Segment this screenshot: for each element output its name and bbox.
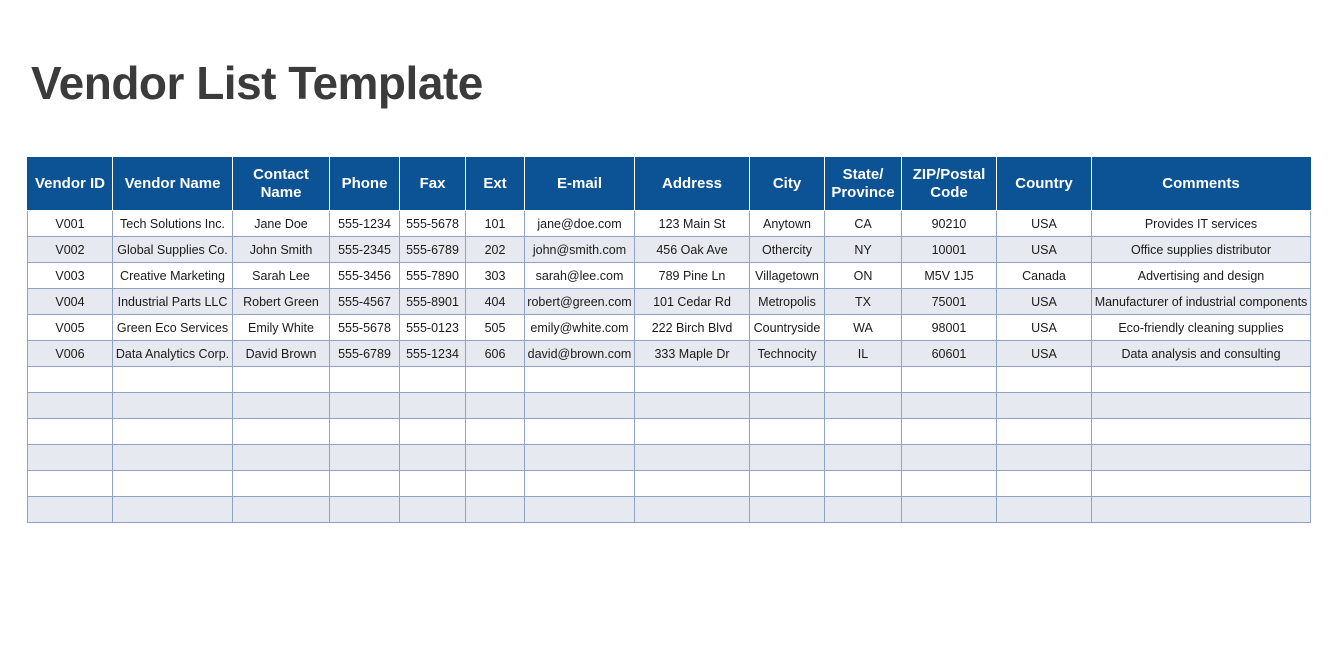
- cell-comments[interactable]: Eco-friendly cleaning supplies: [1092, 315, 1311, 341]
- cell-comments[interactable]: [1092, 393, 1311, 419]
- cell-zip-postal-code[interactable]: 60601: [902, 341, 997, 367]
- cell-vendor-name[interactable]: [113, 419, 233, 445]
- cell-address[interactable]: [635, 419, 750, 445]
- cell-vendor-id[interactable]: [28, 497, 113, 523]
- cell-vendor-id[interactable]: V005: [28, 315, 113, 341]
- cell-address[interactable]: 222 Birch Blvd: [635, 315, 750, 341]
- cell-email[interactable]: david@brown.com: [525, 341, 635, 367]
- header-country: Country: [997, 158, 1092, 211]
- cell-fax[interactable]: [400, 471, 466, 497]
- table-row: [28, 289, 1311, 315]
- cell-zip-postal-code[interactable]: [902, 445, 997, 471]
- cell-ext[interactable]: [466, 393, 525, 419]
- cell-ext[interactable]: 101: [466, 211, 525, 237]
- cell-country[interactable]: [997, 367, 1092, 393]
- cell-city[interactable]: [750, 497, 825, 523]
- cell-contact-name[interactable]: [233, 393, 330, 419]
- cell-email[interactable]: [525, 367, 635, 393]
- cell-contact-name[interactable]: John Smith: [233, 237, 330, 263]
- cell-fax[interactable]: [400, 419, 466, 445]
- cell-contact-name[interactable]: Emily White: [233, 315, 330, 341]
- cell-city[interactable]: [750, 445, 825, 471]
- cell-contact-name[interactable]: Sarah Lee: [233, 263, 330, 289]
- table-header-row: [28, 158, 1311, 211]
- cell-vendor-name[interactable]: Green Eco Services: [113, 315, 233, 341]
- cell-state-province[interactable]: ON: [825, 263, 902, 289]
- vendor-table: [27, 157, 1311, 523]
- cell-phone[interactable]: [330, 419, 400, 445]
- cell-zip-postal-code[interactable]: [902, 393, 997, 419]
- table-row: [28, 419, 1311, 445]
- cell-ext[interactable]: [466, 367, 525, 393]
- cell-ext[interactable]: 303: [466, 263, 525, 289]
- cell-fax[interactable]: [400, 393, 466, 419]
- cell-address[interactable]: [635, 367, 750, 393]
- cell-address[interactable]: 333 Maple Dr: [635, 341, 750, 367]
- cell-zip-postal-code[interactable]: 98001: [902, 315, 997, 341]
- cell-zip-postal-code[interactable]: M5V 1J5: [902, 263, 997, 289]
- cell-country[interactable]: USA: [997, 341, 1092, 367]
- cell-vendor-name[interactable]: Creative Marketing: [113, 263, 233, 289]
- header-comments: Comments: [1092, 158, 1311, 211]
- cell-email[interactable]: sarah@lee.com: [525, 263, 635, 289]
- cell-vendor-name[interactable]: [113, 393, 233, 419]
- cell-fax[interactable]: 555-1234: [400, 341, 466, 367]
- cell-email[interactable]: robert@green.com: [525, 289, 635, 315]
- cell-contact-name[interactable]: [233, 497, 330, 523]
- cell-address[interactable]: 456 Oak Ave: [635, 237, 750, 263]
- cell-state-province[interactable]: [825, 471, 902, 497]
- cell-fax[interactable]: [400, 445, 466, 471]
- cell-email[interactable]: [525, 471, 635, 497]
- cell-ext[interactable]: 606: [466, 341, 525, 367]
- cell-vendor-name[interactable]: [113, 367, 233, 393]
- cell-phone[interactable]: [330, 393, 400, 419]
- cell-vendor-id[interactable]: V001: [28, 211, 113, 237]
- cell-country[interactable]: [997, 497, 1092, 523]
- cell-comments[interactable]: [1092, 367, 1311, 393]
- cell-city[interactable]: [750, 419, 825, 445]
- cell-ext[interactable]: [466, 497, 525, 523]
- cell-address[interactable]: 789 Pine Ln: [635, 263, 750, 289]
- cell-comments[interactable]: [1092, 419, 1311, 445]
- cell-address[interactable]: [635, 497, 750, 523]
- cell-vendor-id[interactable]: V002: [28, 237, 113, 263]
- cell-ext[interactable]: 404: [466, 289, 525, 315]
- cell-email[interactable]: jane@doe.com: [525, 211, 635, 237]
- cell-email[interactable]: [525, 393, 635, 419]
- cell-vendor-id[interactable]: [28, 419, 113, 445]
- table-row: [28, 237, 1311, 263]
- cell-state-province[interactable]: [825, 497, 902, 523]
- table-row: [28, 393, 1311, 419]
- cell-phone[interactable]: 555-1234: [330, 211, 400, 237]
- cell-phone[interactable]: [330, 445, 400, 471]
- table-row: [28, 263, 1311, 289]
- cell-ext[interactable]: [466, 419, 525, 445]
- header-vendor-name: Vendor Name: [113, 158, 233, 211]
- header-contact-name: Contact Name: [233, 158, 330, 211]
- cell-comments[interactable]: Manufacturer of industrial components: [1092, 289, 1311, 315]
- cell-vendor-name[interactable]: Tech Solutions Inc.: [113, 211, 233, 237]
- cell-vendor-name[interactable]: Industrial Parts LLC: [113, 289, 233, 315]
- cell-country[interactable]: [997, 393, 1092, 419]
- cell-email[interactable]: [525, 497, 635, 523]
- cell-phone[interactable]: 555-5678: [330, 315, 400, 341]
- cell-comments[interactable]: Advertising and design: [1092, 263, 1311, 289]
- cell-country[interactable]: Canada: [997, 263, 1092, 289]
- cell-state-province[interactable]: TX: [825, 289, 902, 315]
- cell-city[interactable]: Othercity: [750, 237, 825, 263]
- table-row: [28, 471, 1311, 497]
- cell-vendor-id[interactable]: [28, 471, 113, 497]
- cell-city[interactable]: [750, 367, 825, 393]
- cell-comments[interactable]: Data analysis and consulting: [1092, 341, 1311, 367]
- cell-ext[interactable]: [466, 445, 525, 471]
- cell-email[interactable]: john@smith.com: [525, 237, 635, 263]
- cell-zip-postal-code[interactable]: 10001: [902, 237, 997, 263]
- cell-contact-name[interactable]: David Brown: [233, 341, 330, 367]
- cell-phone[interactable]: [330, 367, 400, 393]
- cell-ext[interactable]: 202: [466, 237, 525, 263]
- header-ext: Ext: [466, 158, 525, 211]
- table-row: [28, 211, 1311, 237]
- cell-zip-postal-code[interactable]: [902, 497, 997, 523]
- cell-country[interactable]: [997, 471, 1092, 497]
- cell-country[interactable]: USA: [997, 211, 1092, 237]
- cell-zip-postal-code[interactable]: 75001: [902, 289, 997, 315]
- cell-city[interactable]: Technocity: [750, 341, 825, 367]
- cell-zip-postal-code[interactable]: [902, 419, 997, 445]
- cell-city[interactable]: [750, 393, 825, 419]
- cell-phone[interactable]: 555-2345: [330, 237, 400, 263]
- cell-contact-name[interactable]: Robert Green: [233, 289, 330, 315]
- cell-country[interactable]: USA: [997, 315, 1092, 341]
- cell-state-province[interactable]: CA: [825, 211, 902, 237]
- cell-phone[interactable]: [330, 497, 400, 523]
- cell-address[interactable]: [635, 393, 750, 419]
- table-row: [28, 341, 1311, 367]
- header-phone: Phone: [330, 158, 400, 211]
- cell-country[interactable]: USA: [997, 237, 1092, 263]
- header-fax: Fax: [400, 158, 466, 211]
- cell-phone[interactable]: [330, 471, 400, 497]
- cell-fax[interactable]: 555-6789: [400, 237, 466, 263]
- cell-vendor-id[interactable]: V004: [28, 289, 113, 315]
- cell-zip-postal-code[interactable]: [902, 471, 997, 497]
- cell-country[interactable]: USA: [997, 289, 1092, 315]
- cell-fax[interactable]: 555-0123: [400, 315, 466, 341]
- cell-zip-postal-code[interactable]: 90210: [902, 211, 997, 237]
- cell-comments[interactable]: [1092, 445, 1311, 471]
- cell-vendor-id[interactable]: V003: [28, 263, 113, 289]
- cell-address[interactable]: [635, 471, 750, 497]
- cell-address[interactable]: 123 Main St: [635, 211, 750, 237]
- header-email: E-mail: [525, 158, 635, 211]
- cell-email[interactable]: emily@white.com: [525, 315, 635, 341]
- cell-state-province[interactable]: [825, 393, 902, 419]
- cell-vendor-id[interactable]: [28, 367, 113, 393]
- cell-vendor-id[interactable]: [28, 445, 113, 471]
- cell-vendor-name[interactable]: [113, 471, 233, 497]
- cell-vendor-name[interactable]: [113, 497, 233, 523]
- cell-state-province[interactable]: [825, 419, 902, 445]
- cell-city[interactable]: [750, 471, 825, 497]
- cell-comments[interactable]: Office supplies distributor: [1092, 237, 1311, 263]
- cell-email[interactable]: [525, 445, 635, 471]
- cell-contact-name[interactable]: Jane Doe: [233, 211, 330, 237]
- header-address: Address: [635, 158, 750, 211]
- cell-vendor-name[interactable]: [113, 445, 233, 471]
- header-vendor-id: Vendor ID: [28, 158, 113, 211]
- cell-country[interactable]: [997, 445, 1092, 471]
- cell-vendor-name[interactable]: Data Analytics Corp.: [113, 341, 233, 367]
- cell-city[interactable]: Metropolis: [750, 289, 825, 315]
- cell-contact-name[interactable]: [233, 419, 330, 445]
- table-row: [28, 315, 1311, 341]
- table-body: [28, 211, 1311, 523]
- cell-address[interactable]: [635, 445, 750, 471]
- cell-fax[interactable]: 555-8901: [400, 289, 466, 315]
- cell-comments[interactable]: [1092, 471, 1311, 497]
- cell-state-province[interactable]: IL: [825, 341, 902, 367]
- cell-fax[interactable]: 555-5678: [400, 211, 466, 237]
- table-row: [28, 445, 1311, 471]
- cell-state-province[interactable]: [825, 445, 902, 471]
- cell-contact-name[interactable]: [233, 445, 330, 471]
- header-zip-postal-code: ZIP/Postal Code: [902, 158, 997, 211]
- cell-ext[interactable]: 505: [466, 315, 525, 341]
- cell-fax[interactable]: 555-7890: [400, 263, 466, 289]
- cell-state-province[interactable]: WA: [825, 315, 902, 341]
- cell-phone[interactable]: 555-3456: [330, 263, 400, 289]
- cell-state-province[interactable]: [825, 367, 902, 393]
- cell-comments[interactable]: Provides IT services: [1092, 211, 1311, 237]
- cell-city[interactable]: Villagetown: [750, 263, 825, 289]
- cell-state-province[interactable]: NY: [825, 237, 902, 263]
- header-city: City: [750, 158, 825, 211]
- cell-fax[interactable]: [400, 367, 466, 393]
- page-title: Vendor List Template: [31, 57, 483, 109]
- cell-zip-postal-code[interactable]: [902, 367, 997, 393]
- cell-phone[interactable]: 555-6789: [330, 341, 400, 367]
- vendor-table-container: [27, 157, 1310, 523]
- cell-city[interactable]: Countryside: [750, 315, 825, 341]
- cell-phone[interactable]: 555-4567: [330, 289, 400, 315]
- cell-city[interactable]: Anytown: [750, 211, 825, 237]
- cell-country[interactable]: [997, 419, 1092, 445]
- cell-vendor-id[interactable]: V006: [28, 341, 113, 367]
- cell-email[interactable]: [525, 419, 635, 445]
- cell-vendor-name[interactable]: Global Supplies Co.: [113, 237, 233, 263]
- cell-contact-name[interactable]: [233, 367, 330, 393]
- table-row: [28, 497, 1311, 523]
- cell-ext[interactable]: [466, 471, 525, 497]
- cell-contact-name[interactable]: [233, 471, 330, 497]
- cell-vendor-id[interactable]: [28, 393, 113, 419]
- cell-fax[interactable]: [400, 497, 466, 523]
- cell-address[interactable]: 101 Cedar Rd: [635, 289, 750, 315]
- cell-comments[interactable]: [1092, 497, 1311, 523]
- table-row: [28, 367, 1311, 393]
- header-state-province: State/ Province: [825, 158, 902, 211]
